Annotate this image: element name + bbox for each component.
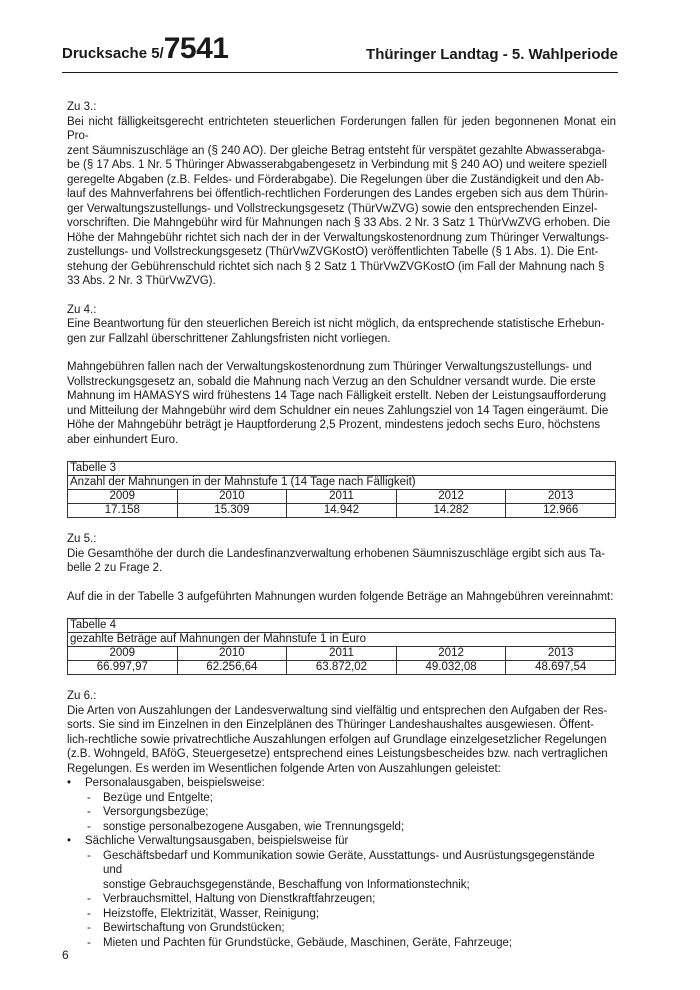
text-line: aber einhundert Euro. bbox=[67, 433, 179, 446]
list-item-text: sonstige personalbezogene Ausgaben, wie Trennungsgeld; bbox=[103, 820, 405, 833]
dash-icon: - bbox=[87, 936, 91, 949]
text-line: Die Arten von Auszahlungen der Landesverwaltung sind vielfältig und entsprechen den Aufgaben der Res- bbox=[67, 704, 608, 717]
table-3-value: 14.282 bbox=[396, 504, 506, 518]
text-line: gen zur Fallzahl überschrittener Zahlungsfristen nicht vorliegen. bbox=[67, 332, 391, 345]
table-header-row bbox=[68, 490, 616, 504]
dash-icon: - bbox=[87, 849, 91, 862]
table-row bbox=[68, 504, 616, 518]
table-4-value: 63.872,02 bbox=[287, 661, 397, 675]
text-line: geregelte Abgaben (z.B. Feldes- und Förderabgabe). Die Regelungen über die Zuständigkeit und den Ab- bbox=[67, 173, 605, 186]
section-3 bbox=[67, 100, 616, 289]
page-content bbox=[67, 100, 616, 950]
table-label-row bbox=[68, 619, 616, 633]
table-caption-row bbox=[68, 476, 616, 490]
table-header-row bbox=[68, 647, 616, 661]
list-item bbox=[85, 892, 616, 907]
text-line: zent Säumniszuschläge an (§ 240 AO). Der gleiche Betrag entsteht für verspätet gezahlte Abwasserabga- bbox=[67, 144, 606, 157]
table-4-value: 48.697,54 bbox=[506, 661, 616, 675]
list-item bbox=[67, 834, 616, 950]
table-4-value: 66.997,97 bbox=[68, 661, 178, 675]
table-3-year: 2009 bbox=[68, 490, 178, 504]
dash-icon: - bbox=[87, 806, 91, 818]
dash-icon: - bbox=[87, 791, 91, 804]
sub-list bbox=[85, 849, 616, 951]
table-label-row bbox=[68, 462, 616, 476]
list-item-text: Verbrauchsmittel, Haltung von Dienstkraftfahrzeugen; bbox=[103, 893, 376, 905]
parliament-title: Thüringer Landtag - 5. Wahlperiode bbox=[366, 46, 618, 63]
section-4-heading: Zu 4.: bbox=[67, 303, 97, 316]
table-3-caption: Anzahl der Mahnungen in der Mahnstufe 1 (14 Tage nach Fälligkeit) bbox=[68, 476, 616, 490]
list-item bbox=[85, 849, 616, 893]
sub-list bbox=[85, 791, 616, 835]
list-item-text: sonstige Gebrauchsgegenstände, Beschaffung von Informationstechnik; bbox=[103, 878, 470, 891]
text-line: 33 Abs. 2 Nr. 3 ThürVwZVG). bbox=[67, 275, 216, 287]
list-item-text: Mieten und Pachten für Grundstücke, Gebäude, Maschinen, Geräte, Fahrzeuge; bbox=[103, 936, 513, 949]
table-3-value: 15.309 bbox=[177, 504, 287, 518]
text-line: Regelungen. Es werden im Wesentlichen folgende Arten von Auszahlungen geleistet: bbox=[67, 762, 501, 775]
section-5 bbox=[67, 532, 616, 604]
table-4-value: 49.032,08 bbox=[396, 661, 506, 675]
page-header bbox=[62, 32, 618, 72]
table-3-year: 2013 bbox=[506, 490, 616, 504]
list-item bbox=[85, 805, 616, 820]
text-line: belle 2 zu Frage 2. bbox=[67, 562, 163, 574]
text-line: Mahngebühren fallen nach der Verwaltungskostenordnung zum Thüringer Verwaltungszustellungs- und bbox=[67, 361, 592, 373]
list-item-text: Personalausgaben, beispielsweise: bbox=[85, 777, 265, 789]
dash-icon: - bbox=[87, 922, 91, 934]
document-number bbox=[62, 32, 228, 66]
text-line: lich-rechtliche sowie privatrechtliche Auszahlungen erfolgen auf Grundlage einzelgesetzlicher Regelungen bbox=[67, 733, 607, 746]
table-3-value: 17.158 bbox=[68, 504, 178, 518]
table-4-label: Tabelle 4 bbox=[68, 619, 616, 633]
table-caption-row bbox=[68, 633, 616, 647]
payment-types-list bbox=[67, 776, 616, 950]
table-4-year: 2013 bbox=[506, 647, 616, 661]
list-item bbox=[67, 776, 616, 834]
text-line: (z.B. Wohngeld, BAföG, Steuergesetze) entsprechend eines Leistungsbescheides bzw. nach vertraglichen bbox=[67, 748, 608, 760]
list-item bbox=[85, 921, 616, 936]
dash-icon: - bbox=[87, 907, 91, 920]
table-3-value: 14.942 bbox=[287, 504, 397, 518]
text-line: lauf des Mahnverfahrens bei öffentlich-rechtlichen Forderungen des Landes ergeben sich aus dem Thürin- bbox=[67, 188, 609, 200]
section-4-paragraph-1 bbox=[67, 317, 616, 346]
table-row bbox=[68, 661, 616, 675]
list-item bbox=[85, 820, 616, 835]
table-3-year: 2011 bbox=[287, 490, 397, 504]
header-rule bbox=[62, 72, 618, 73]
table-4-caption: gezahlte Beträge auf Mahnungen der Mahnstufe 1 in Euro bbox=[68, 633, 616, 647]
section-4 bbox=[67, 303, 616, 448]
text-line: Höhe der Mahngebühr richtet sich nach der in der Verwaltungskostenordnung zum Thüringer Verwaltungs- bbox=[67, 231, 609, 244]
table-3-year: 2012 bbox=[396, 490, 506, 504]
table-4-year: 2010 bbox=[177, 647, 287, 661]
bullet-icon: • bbox=[67, 835, 72, 847]
text-line: und Mitteilung der Mahngebühr wird dem Schuldner ein neues Zahlungsziel von 14 Tagen eingeräumt. Die bbox=[67, 404, 609, 417]
dash-icon: - bbox=[87, 893, 91, 905]
text-line: Die Gesamthöhe der durch die Landesfinanzverwaltung erhobenen Säumniszuschläge ergibt sich aus Ta- bbox=[67, 547, 606, 560]
text-line: Vollstreckungsgesetz an, sobald die Mahnung nach Verzug an den Schuldner versandt wurde. Die erste bbox=[67, 375, 596, 388]
table-4-year: 2011 bbox=[287, 647, 397, 661]
list-item-text: Sächliche Verwaltungsausgaben, beispielsweise für bbox=[85, 835, 349, 847]
section-5-paragraph-1 bbox=[67, 547, 616, 576]
list-item-text: Heizstoffe, Elektrizität, Wasser, Reinigung; bbox=[103, 907, 320, 920]
table-4 bbox=[67, 618, 616, 675]
text-line: Mahnung im HAMASYS wird frühestens 14 Tage nach Fälligkeit erstellt. Neben der Leistungsaufforderung bbox=[67, 390, 607, 402]
table-4-year: 2009 bbox=[68, 647, 178, 661]
text-line: Eine Beantwortung für den steuerlichen Bereich ist nicht möglich, da entsprechende statistische Erhebun- bbox=[67, 318, 605, 330]
page-number: 6 bbox=[62, 948, 69, 962]
section-3-paragraph bbox=[67, 115, 616, 289]
section-5-paragraph-2: Auf die in der Tabelle 3 aufgeführten Mahnungen wurden folgende Beträge an Mahngebühren vereinnahmt: bbox=[67, 590, 614, 603]
text-line: Bei nicht fälligkeitsgerecht entrichteten steuerlichen Forderungen fallen für jeden begonnenen Monat ein Pro- bbox=[67, 115, 616, 142]
text-line: sorts. Sie sind im Einzelnen in den Einzelplänen des Thüringer Landeshaushaltes ausgewiesen. Öffent- bbox=[67, 719, 594, 731]
text-line: ger Verwaltungszustellungs- und Vollstreckungsgesetz (ThürVwZVG) sowie den entsprechenden Einzel- bbox=[67, 202, 598, 215]
section-6-paragraph bbox=[67, 704, 616, 777]
list-item bbox=[85, 936, 616, 951]
bullet-icon: • bbox=[67, 777, 72, 789]
document-number-prefix: Drucksache 5/ bbox=[62, 45, 164, 62]
text-line: vorschriften. Die Mahngebühr wird für Mahnungen nach § 33 Abs. 2 Nr. 3 Satz 1 ThürVwZVG erhoben. Die bbox=[67, 217, 611, 229]
text-line: zustellungs- und Vollstreckungsgesetz (ThürVwZVGKostO) veröffentlichten Tabelle (§ 1 Abs. 1). Die Ent- bbox=[67, 246, 599, 258]
table-3-label: Tabelle 3 bbox=[68, 462, 616, 476]
list-item-text: Bezüge und Entgelte; bbox=[103, 791, 213, 804]
table-3-value: 12.966 bbox=[506, 504, 616, 518]
list-item-text: Bewirtschaftung von Grundstücken; bbox=[103, 922, 285, 934]
list-item-text: Versorgungsbezüge; bbox=[103, 806, 209, 818]
section-6 bbox=[67, 689, 616, 950]
text-line: be (§ 17 Abs. 1 Nr. 5 Thüringer Abwasserabgabengesetz in Verbindung mit § 240 AO) und weitere speziell bbox=[67, 159, 607, 171]
list-item bbox=[85, 907, 616, 922]
table-4-year: 2012 bbox=[396, 647, 506, 661]
section-4-paragraph-2 bbox=[67, 360, 616, 447]
table-3-year: 2010 bbox=[177, 490, 287, 504]
section-5-heading: Zu 5.: bbox=[67, 533, 97, 545]
list-item bbox=[85, 791, 616, 806]
table-4-value: 62.256,64 bbox=[177, 661, 287, 675]
table-3 bbox=[67, 461, 616, 518]
section-6-heading: Zu 6.: bbox=[67, 690, 97, 702]
list-item-text: Geschäftsbedarf und Kommunikation sowie Geräte, Ausstattungs- und Ausrüstungsgegenstände und bbox=[103, 849, 595, 876]
text-line: Höhe der Mahngebühr beträgt je Hauptforderung 2,5 Prozent, mindestens jedoch sechs Euro, höchstens bbox=[67, 419, 601, 431]
section-3-heading: Zu 3.: bbox=[67, 101, 97, 113]
text-line: stehung der Gebührenschuld richtet sich nach § 2 Satz 1 ThürVwZVGKostO (im Fall der Mahnung nach § bbox=[67, 260, 605, 273]
dash-icon: - bbox=[87, 820, 91, 833]
document-number-value: 7541 bbox=[163, 32, 229, 65]
